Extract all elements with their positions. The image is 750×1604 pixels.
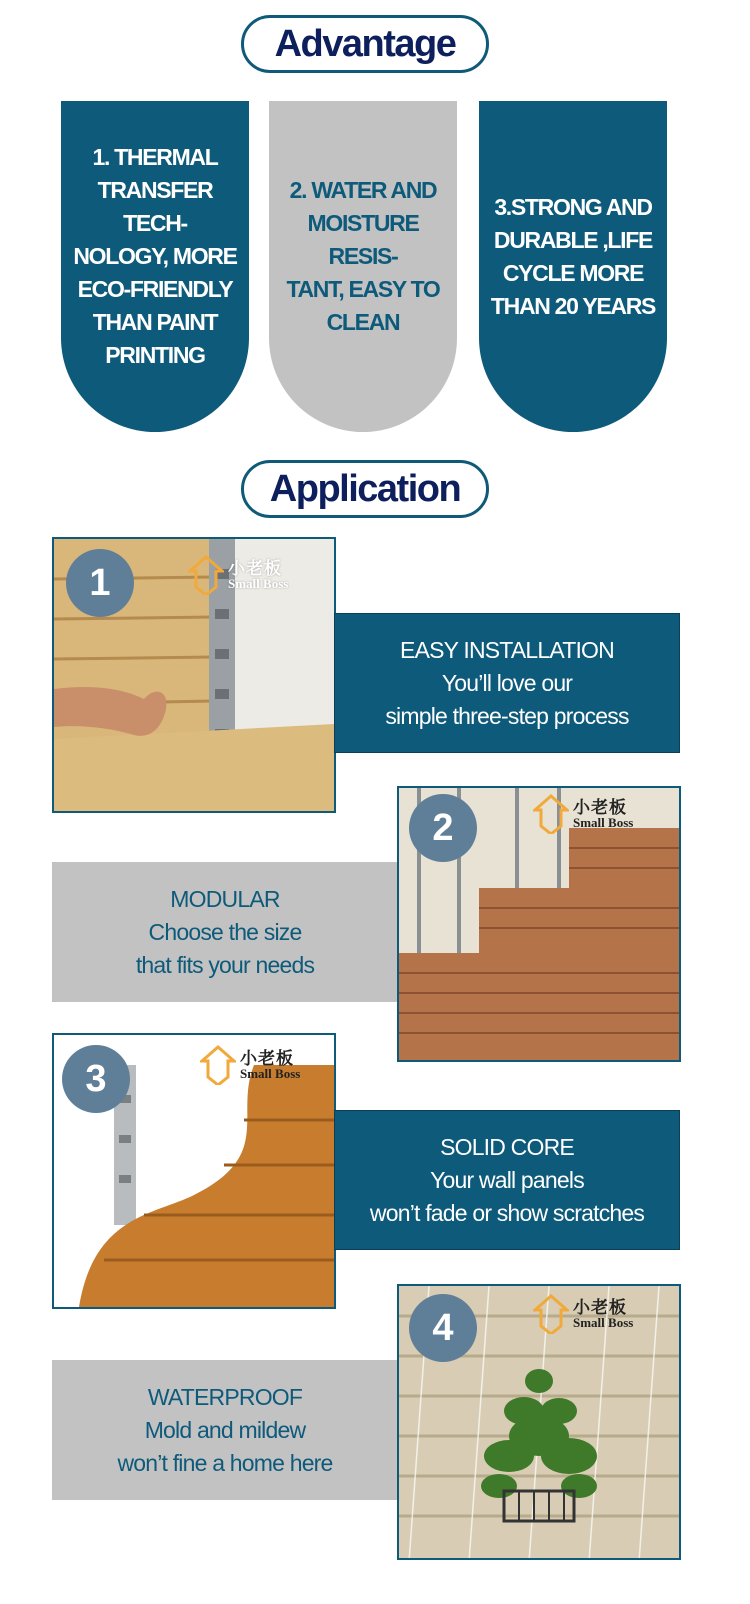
step-badge-2: 2: [409, 794, 477, 862]
brand-logo-en: Small Boss: [573, 815, 634, 830]
advantage-card-thermal: 1. THERMAL TRANSFER TECH- NOLOGY, MORE ECO-FRIENDLY THAN PAINT PRINTING: [61, 101, 249, 432]
brand-logo-cn: 小老板: [573, 1298, 627, 1317]
step-badge-1: 1: [66, 549, 134, 617]
feature-easy-installation: [334, 613, 680, 753]
application-title: Application: [241, 460, 489, 518]
feature-solid-core: [334, 1110, 680, 1250]
feature-line: You’ll love our: [441, 669, 573, 696]
feature-line: Mold and mildew: [144, 1416, 306, 1443]
brand-logo-icon: [200, 1045, 236, 1085]
solid-core-photo: [52, 1033, 336, 1309]
brand-logo-icon: [188, 555, 224, 595]
advantage-card-water: 2. WATER AND MOISTURE RESIS- TANT, EASY TO CLEAN: [269, 101, 457, 432]
brand-logo-cn: 小老板: [240, 1049, 294, 1068]
feature-line: that fits your needs: [135, 951, 315, 978]
brand-logo-cn: 小老板: [573, 798, 627, 817]
brand-logo: [533, 1294, 633, 1334]
advantage-card-durable: 3.STRONG AND DURABLE ,LIFE CYCLE MORE THAN 20 YEARS: [479, 101, 667, 432]
feature-line: won’t fine a home here: [117, 1449, 333, 1476]
brand-logo-en: Small Boss: [228, 576, 289, 591]
brand-logo: [533, 794, 633, 834]
feature-line: won’t fade or show scratches: [369, 1199, 645, 1226]
brand-logo-icon: [533, 794, 569, 834]
feature-heading: EASY INSTALLATION: [400, 636, 614, 663]
feature-waterproof: [52, 1360, 398, 1500]
installation-photo: [52, 537, 336, 813]
feature-heading: WATERPROOF: [147, 1383, 303, 1410]
brand-logo-icon: [533, 1294, 569, 1334]
feature-heading: MODULAR: [170, 885, 280, 912]
brand-logo: [188, 555, 288, 595]
feature-modular: [52, 862, 398, 1002]
waterproof-photo: [397, 1284, 681, 1560]
feature-line: Your wall panels: [430, 1166, 584, 1193]
feature-line: simple three-step process: [385, 702, 629, 729]
brand-logo-en: Small Boss: [240, 1066, 301, 1081]
modular-photo: [397, 786, 681, 1062]
feature-heading: SOLID CORE: [440, 1133, 574, 1160]
advantage-title: Advantage: [241, 15, 489, 73]
brand-logo: [200, 1045, 300, 1085]
step-badge-4: 4: [409, 1294, 477, 1362]
feature-line: Choose the size: [148, 918, 302, 945]
brand-logo-cn: 小老板: [228, 559, 282, 578]
step-badge-3: 3: [62, 1045, 130, 1113]
brand-logo-en: Small Boss: [573, 1315, 634, 1330]
